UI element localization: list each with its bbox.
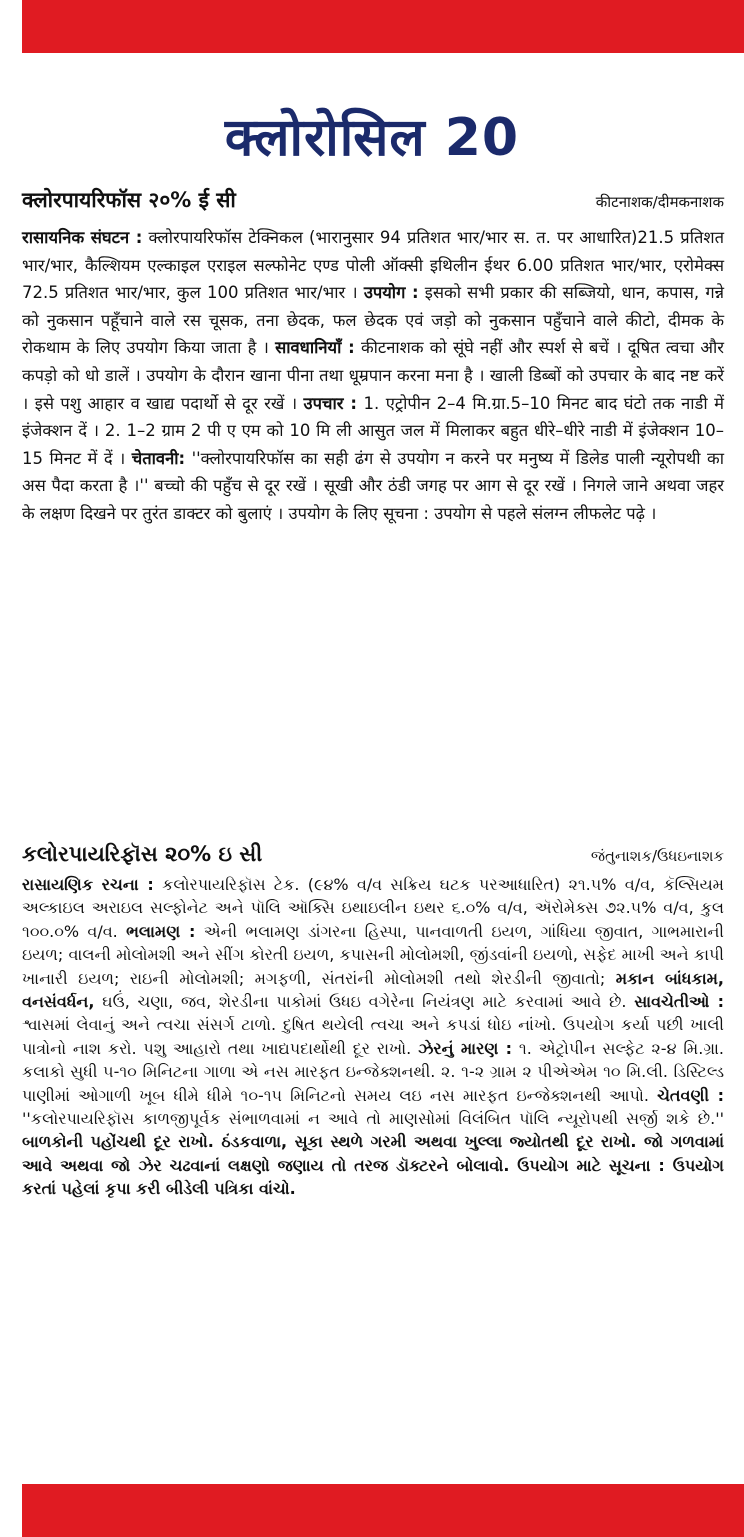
gujarati-warning-text: ''કલોરપાયરિફૉસ કાળજીપૂર્વક સંભાળવામાં ન આવે તો માણસોમાં વિલંબિત પૉલિ ન્યૂરોપથી સર્જી શકે છે.'' <box>22 1109 724 1129</box>
gujarati-heading: કલોરપાયરિફૉસ ૨૦% ઇ સી <box>22 842 263 866</box>
top-red-band <box>22 0 744 53</box>
hindi-body <box>22 224 724 528</box>
gujarati-body <box>22 873 724 1201</box>
gujarati-category: જંતુનાશક/ઉધઇનાશક <box>590 847 724 865</box>
hindi-treatment-label: उपचार : <box>303 393 358 413</box>
gujarati-composition-text: કલોરપાયરિફૉસ ટેક. (૯૪% વ/વ સક્રિય ઘટક પરઆધારિત) ૨૧.૫% વ/વ, કૅલ્સિયમ અલ્કાઇલ અરાઇલ સલ્ફોનેટ અને પૉલિ ઑક્સિ ઇથાઇલીન ઇથર ૬.૦% વ/વ, ઍરોમેક્સ ૭૨.૫% વ/વ, કુલ ૧૦૦.૦% વ/વ. <box>22 875 724 941</box>
hindi-usage-label: उपयोग : <box>363 283 419 303</box>
hindi-category: कीटनाशक/दीमकनाशक <box>595 193 724 211</box>
hindi-warning-text: ''क्लोरपायरिफॉस का सही ढंग से उपयोग न करने पर मनुष्य में डिलेड पाली न्यूरोपथी का अस पैदा करता है ।'' बच्चो की पहुँच से दूर रखें । सूखी और ठंडी जगह पर आग से दूर रखें । निगले जाने अथवा जहर के लक्षण दिखने पर तुरंत डाक्टर को बुलाएं । उपयोग के लिए सूचना : उपयोग से पहले संलग्न लीफलेट पढ़े । <box>22 448 724 523</box>
gujarati-usage-label: ભલામણ : <box>126 921 196 941</box>
gujarati-precautions-text: શ્વાસમાં લેવાનું અને ત્વચા સંસર્ગ ટાળો. દુષિત થયેલી ત્વચા અને કપડાં ધોઇ નાંખો. ઉપયોગ કર્યા પછી ખાલી પાત્રોનો નાશ કરો. પશુ આહારો તથા ખાદ્યપદાર્થોથી દૂર રાખો. <box>22 1015 724 1058</box>
gujarati-header-row <box>22 842 724 867</box>
bottom-red-band <box>22 1484 744 1537</box>
gujarati-poison-label: ઝેરનું મારણ : <box>418 1038 513 1058</box>
hindi-composition-text: क्लोरपायरिफॉस टेक्निकल (भारानुसार 94 प्रतिशत भार/भार स. त. पर आधारित)21.5 प्रतिशत भार/भार, कैल्शियम एल्काइल एराइल सल्फोनेट एण्ड पोली ऑक्सी इथिलीन ईथर 6.00 प्रतिशत भार/भार, एरोमेक्स 72.5 प्रतिशत भार/भार, कुल 100 प्रतिशत भार/भार । <box>22 228 724 303</box>
gujarati-composition-label: રાસાયણિક રચના : <box>22 875 154 894</box>
hindi-header-row <box>22 186 724 214</box>
gujarati-section <box>22 842 724 1201</box>
gujarati-usage-text: એની ભલામણ ડાંગરના હિસ્પા, પાનવાળતી ઇયળ, ગાંધિયા જીવાત, ગાભમારાની ઇયળ; વાલની મોલોમશી અને સીંગ કોરતી ઇયળ, કપાસની મોલોમશી, જીંડવાંની ઇયળો, સફેદ માખી અને કાપી ખાનારી ઇયળ; રાઇની મોલોમશી; મગફળી, સંતરાંની મોલોમશી તથો શેરડીની જીવાતો; <box>22 921 724 988</box>
gujarati-usage-bold: મકાન બાંધકામ, વનસંવર્ધન, <box>22 968 725 1012</box>
gujarati-poison-text: ૧. એટ્રોપીન સલ્ફેટ ૨-૪ મિ.ગ્રા. કલાકો સુધી ૫-૧૦ મિનિટના ગાળા એ નસ મારફત ઇન્જેક્શનથી. ૨. ૧-૨ ગ્રામ ૨ પીએએમ ૧૦ મિ.લી. ડિસ્ટિલ્ડ પાણીમાં ઓગાળી ખૂબ ધીમે ધીમે ૧૦-૧૫ મિનિટનો સમય લઇ નસ મારફત ઇન્જેક્શનથી આપો. <box>22 1038 725 1105</box>
gujarati-usage-text2: ઘઉં, ચણા, જવ, શેરડીના પાકોમાં ઉધઇ વગેરેના નિયંત્રણ માટે કરવામાં આવે છે. <box>102 992 627 1012</box>
hindi-usage-text: इसको सभी प्रकार की सब्जियो, धान, कपास, गन्ने को नुकसान पहूँचाने वाले रस चूसक, तना छेदक, फल छेदक एवं जड़ो को नुकसान पहुँचाने वाले कीटो, दीमक के रोकथाम के लिए उपयोग किया जाता है । <box>22 283 725 358</box>
hindi-treatment-text: 1. एट्रोपीन 2–4 मि.ग्रा.5–10 मिनट बाद घंटो तक नाडी में इंजेक्शन दें । 2. 1–2 ग्राम 2 पी ए एम को 10 मि ली आसुत जल में मिलाकर बहुत धीरे–धीरे नाडी में इंजेक्शन 10–15 मिनट में दें । <box>22 393 724 468</box>
product-title: क्लोरोसिल 20 <box>224 108 520 168</box>
hindi-precautions-label: सावधानियाँ : <box>275 338 355 358</box>
hindi-composition-label: रासायनिक संघटन : <box>22 228 143 247</box>
gujarati-precautions-label: સાવચેતીઓ : <box>634 992 724 1012</box>
hindi-precautions-text: कीटनाशक को सूंघे नहीं और स्पर्श से बचें । दूषित त्वचा और कपड़ो को धो डालें । उपयोग के दौरान खाना पीना तथा धूम्रपान करना मना है । खाली डिब्बों को उपचार के बाद नष्ट करें । इसे पशु आहार व खाद्य पदार्थो से दूर रखें । <box>22 338 725 413</box>
hindi-section <box>22 186 724 528</box>
hindi-warning-label: चेतावनी: <box>131 448 186 468</box>
gujarati-warning-label: ચેતવણી : <box>657 1085 725 1105</box>
gujarati-warning-bold: બાળકોની પહોંચથી દૂર રાખો. ઠંડકવાળા, સૂકા સ્થળે ગરમી અથવા ખુલ્લા જ્યોતથી દૂર રાખો. જો ગળવામાં આવે અથવા જો ઝેર ચઢવાનાં લક્ષણો જણાય તો તરજ ડૉક્ટરને બોલાવો. ઉપયોગ માટે સૂચના : ઉપયોગ કરતાં પહેલાં કૃપા કરી બીડેલી પત્રિકા વાંચો. <box>22 1132 724 1199</box>
hindi-heading: क्लोरपायरिफॉस २०% ई सी <box>22 188 236 212</box>
